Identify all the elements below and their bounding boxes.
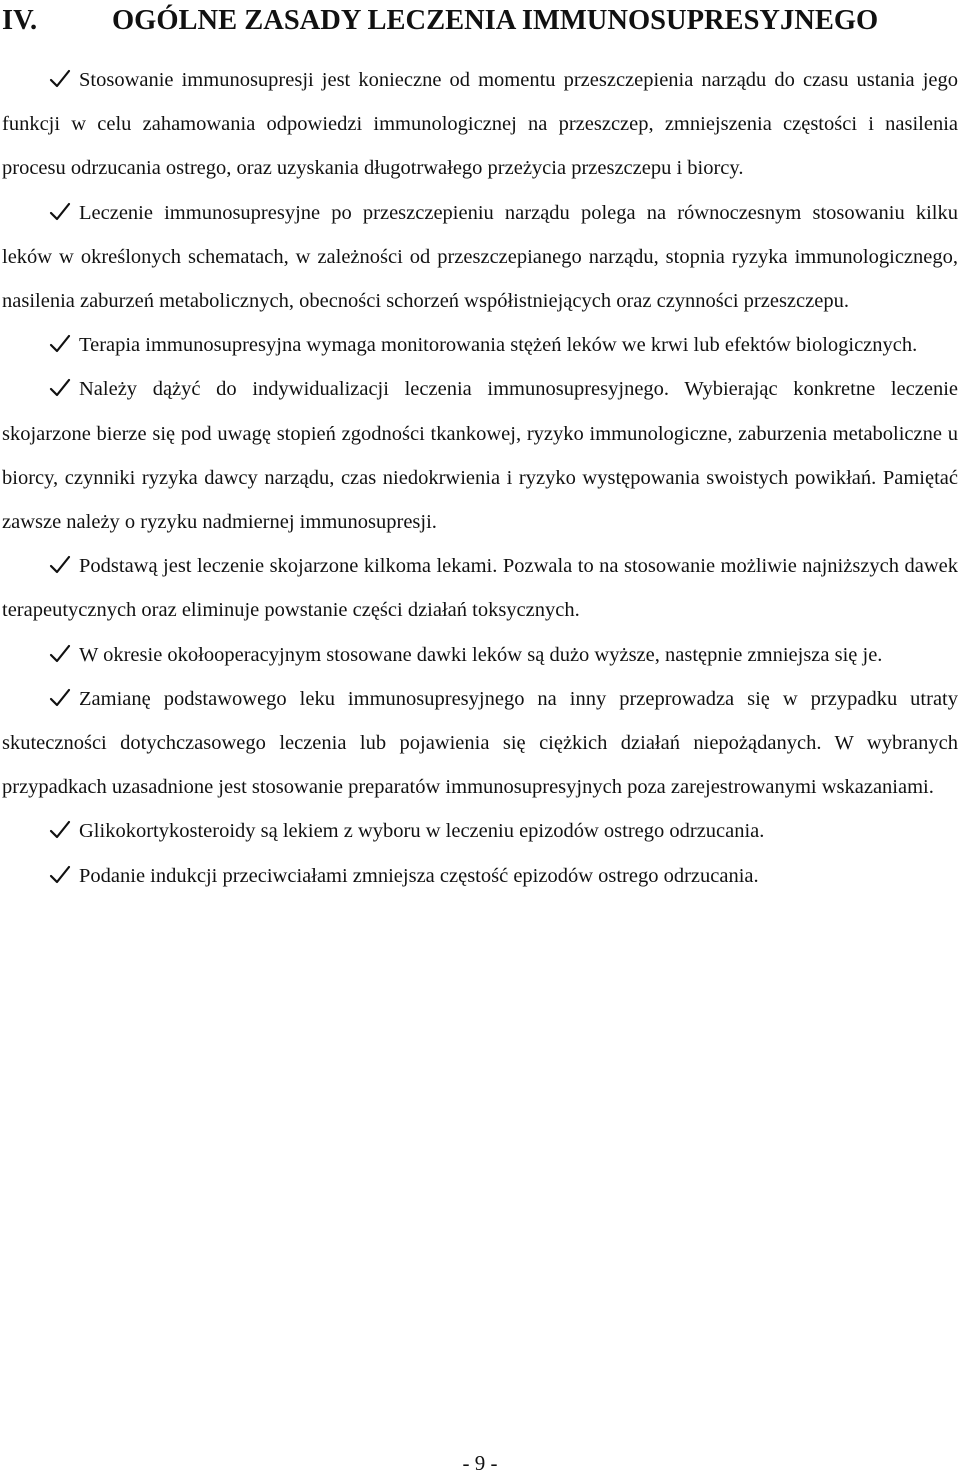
list-item bbox=[2, 58, 958, 191]
checkmark-icon bbox=[49, 820, 71, 840]
list-item bbox=[2, 191, 958, 324]
list-item bbox=[2, 809, 958, 853]
list-item bbox=[2, 544, 958, 632]
list-item bbox=[2, 633, 958, 677]
bullet-list bbox=[2, 58, 958, 898]
section-title: OGÓLNE ZASADY LECZENIA IMMUNOSUPRESYJNEGO bbox=[112, 5, 879, 36]
list-item bbox=[2, 677, 958, 810]
page-number: - 9 - bbox=[462, 1451, 498, 1475]
checkmark-icon bbox=[49, 688, 71, 708]
list-item-text: W okresie okołooperacyjnym stosowane dawki leków są dużo wyższe, następnie zmniejsza się je. bbox=[79, 643, 883, 666]
page-footer bbox=[0, 1451, 960, 1475]
checkmark-icon bbox=[49, 644, 71, 664]
checkmark-icon bbox=[49, 555, 71, 575]
checkmark-icon bbox=[49, 378, 71, 398]
list-item-text: Należy dążyć do indywidualizacji leczenia immunosupresyjnego. Wybierając konkretne leczenie skojarzone bierze się pod uwagę stopień zgodności tkankowej, ryzyko immunologiczne, zaburzenia metaboliczne u biorcy, czynniki ryzyka dawcy narządu, czas niedokrwienia i ryzyko występowania swoistych powikłań. Pamiętać zawsze należy o ryzyku nadmiernej immunosupresji. bbox=[2, 378, 958, 534]
list-item-text: Leczenie immunosupresyjne po przeszczepieniu narządu polega na równoczesnym stosowaniu kilku leków w określonych schematach, w zależności od przeszczepianego narządu, stopnia ryzyka immunologicznego, nasilenia zaburzeń metabolicznych, obecności schorzeń współistniejących oraz czynności przeszczepu. bbox=[2, 201, 958, 313]
section-number: IV. bbox=[2, 5, 38, 36]
list-item bbox=[2, 854, 958, 898]
checkmark-icon bbox=[49, 334, 71, 354]
list-item bbox=[2, 367, 958, 544]
list-item-text: Podstawą jest leczenie skojarzone kilkoma lekami. Pozwala to na stosowanie możliwie najniższych dawek terapeutycznych oraz eliminuje powstanie części działań toksycznych. bbox=[2, 555, 958, 622]
list-item-text: Stosowanie immunosupresji jest konieczne od momentu przeszczepienia narządu do czasu ustania jego funkcji w celu zahamowania odpowiedzi immunologicznej na przeszczep, zmniejszenia częstości i nasilenia procesu odrzucania ostrego, oraz uzyskania długotrwałego przeżycia przeszczepu i biorcy. bbox=[2, 69, 958, 180]
list-item-text: Zamianę podstawowego leku immunosupresyjnego na inny przeprowadza się w przypadku utraty skuteczności dotychczasowego leczenia lub pojawienia się ciężkich działań niepożądanych. W wybranych przypadkach uzasadnione jest stosowanie preparatów immunosupresyjnych poza zarejestrowanymi wskazaniami. bbox=[2, 687, 958, 799]
section-heading bbox=[2, 3, 958, 39]
list-item-text: Terapia immunosupresyjna wymaga monitorowania stężeń leków we krwi lub efektów biologicznych. bbox=[79, 334, 918, 357]
list-item-text: Podanie indukcji przeciwciałami zmniejsza częstość epizodów ostrego odrzucania. bbox=[79, 864, 759, 887]
list-item bbox=[2, 323, 958, 367]
checkmark-icon bbox=[49, 69, 71, 89]
checkmark-icon bbox=[49, 865, 71, 885]
list-item-text: Glikokortykosteroidy są lekiem z wyboru w leczeniu epizodów ostrego odrzucania. bbox=[79, 820, 765, 843]
checkmark-icon bbox=[49, 202, 71, 222]
